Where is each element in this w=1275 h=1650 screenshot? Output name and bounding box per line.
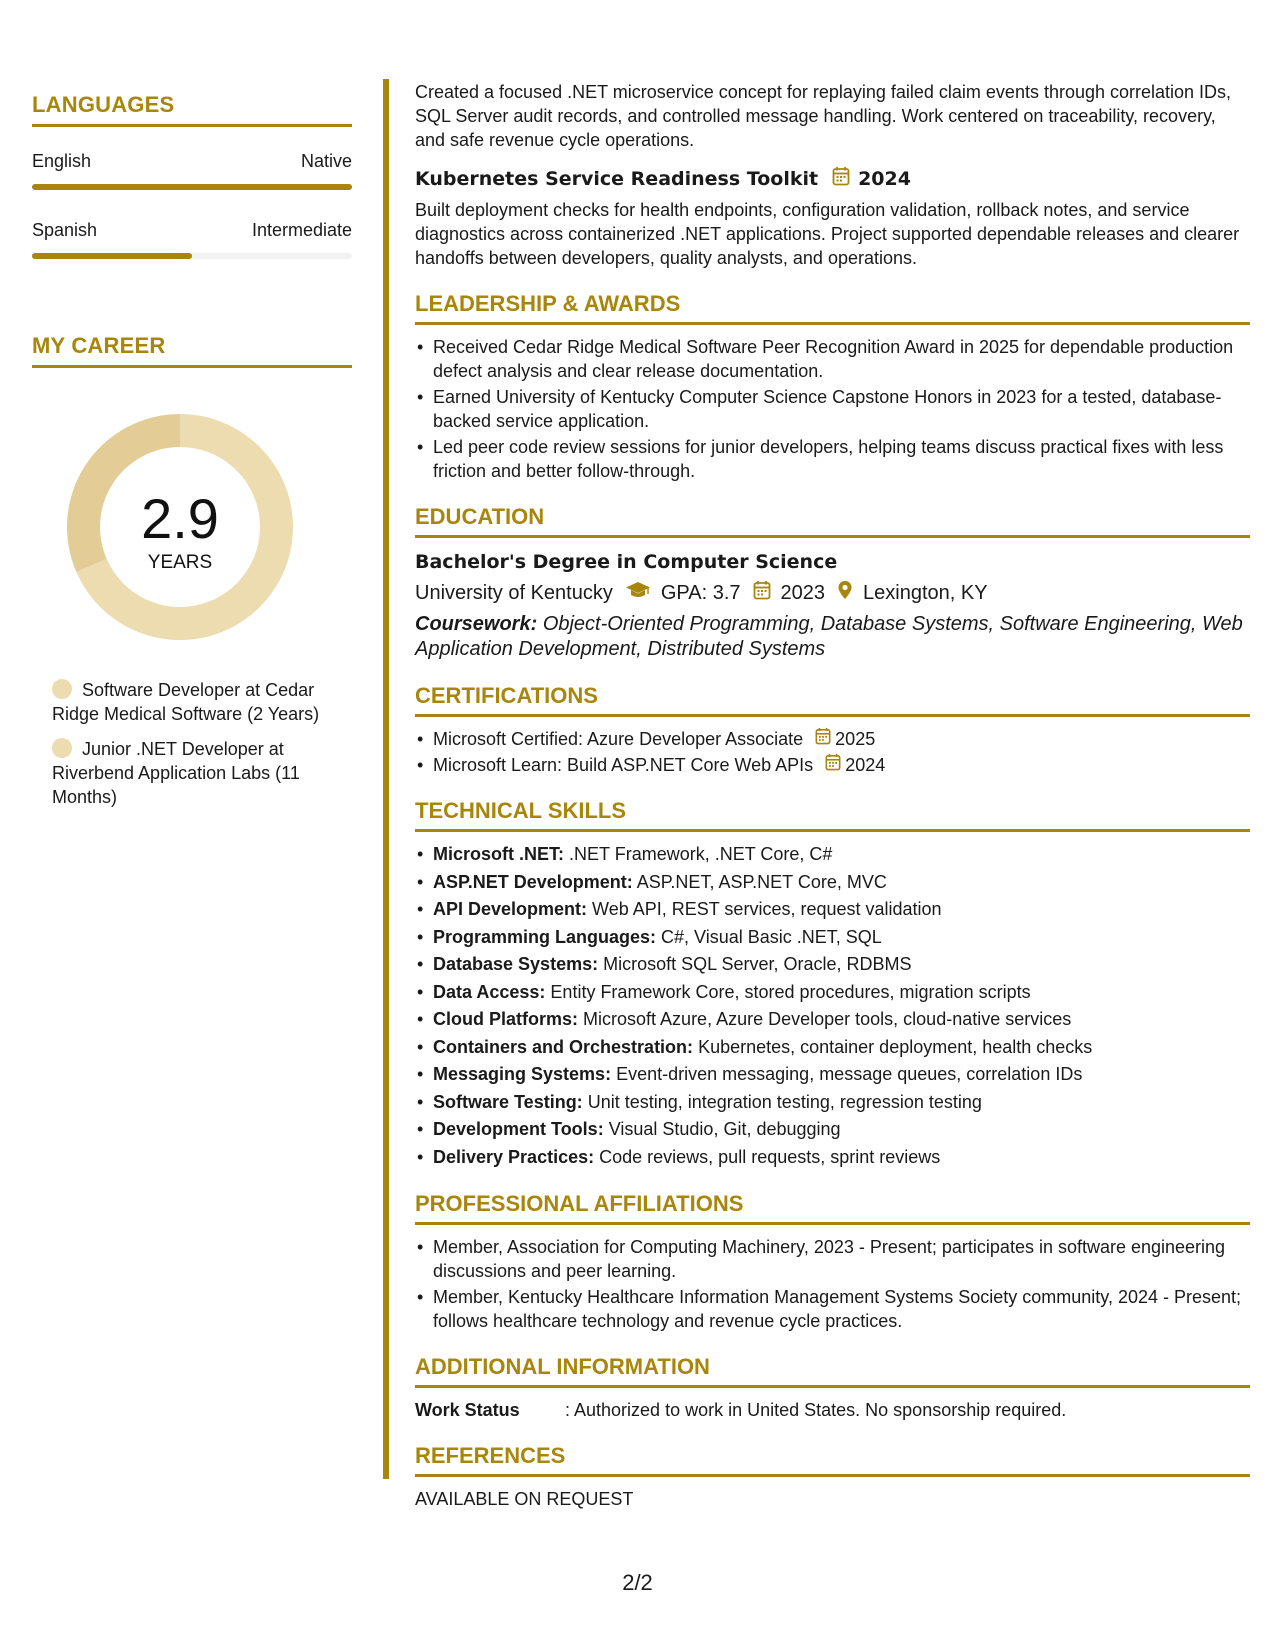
education-school: University of Kentucky: [415, 582, 613, 604]
language-item: [32, 151, 352, 190]
calendar-icon: [753, 580, 771, 606]
skill-value: Microsoft Azure, Azure Developer tools, cloud-native services: [583, 1009, 1072, 1029]
certification-year: 2024: [845, 755, 886, 775]
skill-item: [415, 952, 1250, 978]
education-coursework: [415, 612, 1250, 662]
skill-item: [415, 897, 1250, 923]
education-location: Lexington, KY: [863, 582, 988, 604]
language-level: Native: [300, 151, 352, 171]
skill-value: Web API, REST services, request validation: [592, 899, 942, 919]
languages-title: LANGUAGES: [32, 92, 352, 127]
skill-label: API Development:: [433, 899, 588, 919]
skill-value: ASP.NET, ASP.NET Core, MVC: [636, 871, 887, 892]
career-total-years: 2.9: [141, 487, 219, 550]
calendar-icon: [832, 166, 850, 192]
leadership-title: LEADERSHIP & AWARDS: [415, 292, 1250, 325]
skill-item: [415, 1145, 1250, 1171]
skill-value: Event-driven messaging, message queues, correlation IDs: [616, 1064, 1083, 1084]
language-level: Intermediate: [251, 220, 352, 240]
list-item: [415, 727, 1250, 751]
certification-year: 2025: [835, 729, 876, 749]
skill-item: [415, 1090, 1250, 1116]
list-item: • Led peer code review sessions for junior developers, helping teams discuss practical fixes with less friction and better follow-through.: [415, 435, 1250, 483]
legend-dot-icon: [52, 738, 72, 758]
page-number: 2/2: [622, 1570, 653, 1595]
skill-label: Database Systems:: [433, 954, 599, 974]
career-legend-label: Software Developer at Cedar Ridge Medical Software (2 Years): [52, 680, 320, 724]
education-gpa: GPA: 3.7: [660, 582, 741, 604]
education-year: 2023: [780, 582, 826, 604]
skill-item: [415, 1117, 1250, 1143]
skill-value: Microsoft SQL Server, Oracle, RDBMS: [603, 954, 912, 974]
skill-label: Cloud Platforms:: [433, 1009, 579, 1029]
legend-dot-icon: [52, 679, 72, 699]
project-description: Created a focused .NET microservice concept for replaying failed claim events through correlation IDs, SQL Server audit records, and controlled message handling. Work centered on traceability, recovery, and safe revenue cycle operations.: [415, 82, 1232, 150]
project-description: Built deployment checks for health endpoints, configuration validation, rollback notes, and service diagnostics across containerized .NET applications. Project supported dependable releases and clearer handoffs between developers, quality analysts, and operations.: [415, 200, 1240, 268]
references-title: REFERENCES: [415, 1444, 1250, 1477]
skill-label: Messaging Systems:: [433, 1064, 612, 1084]
career-total-unit: YEARS: [147, 552, 213, 573]
list-item: • Received Cedar Ridge Medical Software Peer Recognition Award in 2025 for dependable production defect analysis and clear release documentation.: [415, 335, 1250, 383]
skill-value: Visual Studio, Git, debugging: [608, 1119, 841, 1139]
skill-label: Containers and Orchestration:: [433, 1036, 694, 1057]
skill-item: [415, 925, 1250, 951]
skill-value: C#, Visual Basic .NET, SQL: [661, 926, 882, 947]
career-legend-item: [52, 678, 322, 726]
skill-value: Code reviews, pull requests, sprint reviews: [599, 1146, 941, 1167]
coursework-text: Object-Oriented Programming, Database Systems, Software Engineering, Web Application Development, Distributed Systems: [415, 613, 1243, 660]
skill-label: Development Tools:: [433, 1119, 604, 1139]
certification-name: • Microsoft Certified: Azure Developer Associate: [433, 729, 804, 749]
skill-item: [415, 870, 1250, 896]
education-meta: [415, 580, 1250, 606]
calendar-icon: [815, 727, 831, 751]
work-status-key: Work Status: [415, 1400, 520, 1420]
work-status-value: : Authorized to work in United States. No sponsorship required.: [565, 1400, 1067, 1420]
certifications-title: CERTIFICATIONS: [415, 684, 1250, 717]
career-legend: [32, 678, 322, 809]
skill-label: Microsoft .NET:: [433, 844, 565, 864]
skill-value: Unit testing, integration testing, regression testing: [587, 1091, 982, 1112]
skill-label: Software Testing:: [433, 1091, 583, 1112]
career-title: MY CAREER: [32, 333, 352, 368]
education-title: EDUCATION: [415, 505, 1250, 538]
location-pin-icon: [837, 580, 853, 606]
calendar-icon: [825, 753, 841, 777]
language-proficiency-fill: [32, 253, 192, 259]
career-legend-label: Junior .NET Developer at Riverbend Application Labs (11 Months): [52, 739, 300, 807]
list-item: [415, 753, 1250, 777]
language-proficiency-fill: [32, 184, 352, 190]
language-item: [32, 220, 352, 259]
references-text: AVAILABLE ON REQUEST: [415, 1489, 634, 1509]
project-year: 2024: [858, 168, 911, 190]
skill-label: Programming Languages:: [433, 926, 657, 947]
language-proficiency-bar: [32, 184, 352, 190]
certifications-list: [415, 727, 1250, 777]
list-item: • Earned University of Kentucky Computer Science Capstone Honors in 2023 for a tested, database-backed service application.: [415, 385, 1250, 433]
skills-title: TECHNICAL SKILLS: [415, 799, 1250, 832]
skill-value: Kubernetes, container deployment, health checks: [698, 1036, 1093, 1057]
right-column: [415, 80, 1250, 1511]
skill-label: Delivery Practices:: [433, 1146, 595, 1167]
left-column: [32, 92, 352, 820]
graduation-cap-icon: [625, 581, 651, 605]
skill-label: ASP.NET Development:: [433, 871, 633, 892]
skill-item: [415, 842, 1250, 868]
affiliations-list: [415, 1235, 1250, 1333]
language-name: English: [32, 151, 92, 171]
column-divider: [383, 79, 389, 1479]
language-proficiency-bar: [32, 253, 352, 259]
coursework-label: Coursework:: [415, 613, 538, 635]
skill-label: Data Access:: [433, 981, 546, 1002]
leadership-list: [415, 335, 1250, 483]
work-status-row: [415, 1398, 1250, 1422]
skill-value: Entity Framework Core, stored procedures, migration scripts: [550, 981, 1031, 1002]
skill-item: [415, 1062, 1250, 1088]
project-heading: [415, 166, 1250, 192]
career-legend-item: [52, 737, 322, 809]
list-item: • Member, Association for Computing Machinery, 2023 - Present; participates in software engineering discussions and peer learning.: [415, 1235, 1250, 1283]
skill-item: [415, 1035, 1250, 1061]
skill-item: [415, 1007, 1250, 1033]
education-degree: Bachelor's Degree in Computer Science: [415, 551, 838, 573]
skill-item: [415, 980, 1250, 1006]
additional-info-title: ADDITIONAL INFORMATION: [415, 1355, 1250, 1388]
list-item: • Member, Kentucky Healthcare Information Management Systems Society community, 2024 - Present; follows healthcare technology and revenue cycle practices.: [415, 1285, 1250, 1333]
skill-value: .NET Framework, .NET Core, C#: [569, 844, 833, 864]
career-donut-chart: [65, 412, 295, 642]
certification-name: • Microsoft Learn: Build ASP.NET Core Web APIs: [433, 755, 814, 775]
skills-list: [415, 842, 1250, 1170]
language-name: Spanish: [32, 220, 98, 240]
project-name: Kubernetes Service Readiness Toolkit: [415, 168, 819, 190]
affiliations-title: PROFESSIONAL AFFILIATIONS: [415, 1192, 1250, 1225]
